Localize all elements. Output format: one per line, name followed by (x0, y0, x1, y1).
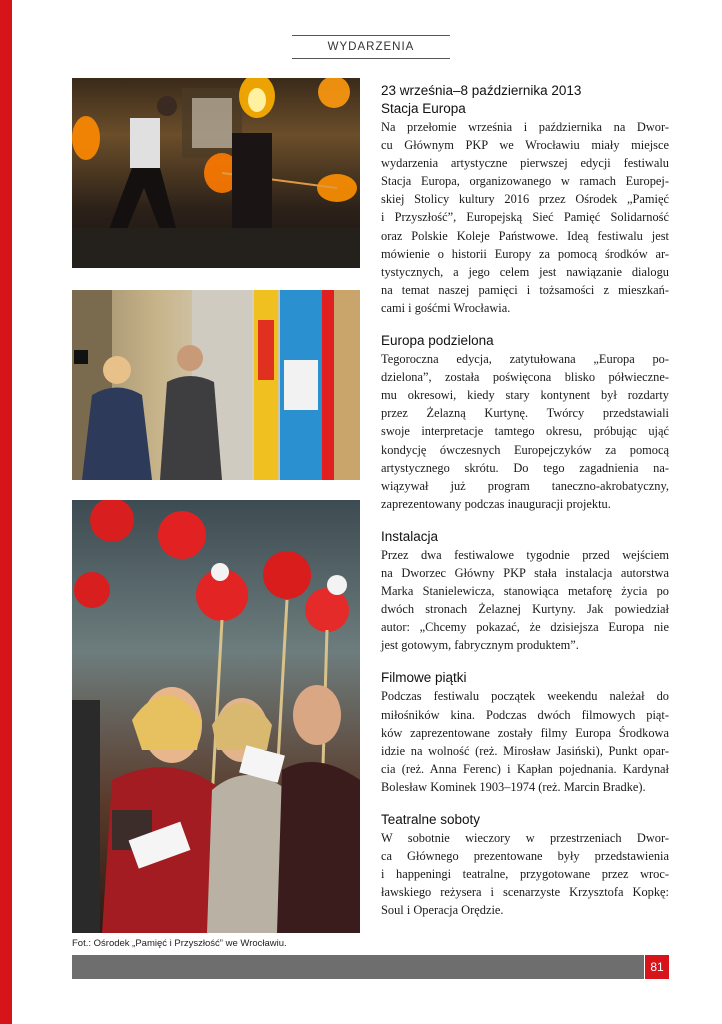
text-line: jest gotowym, fabrycznym produktem”. (381, 638, 579, 653)
text-line: ków zaprezentowane zostały filmy Europa Środkowa (381, 725, 669, 740)
section-title (381, 332, 669, 350)
title-line: Teatralne soboty (381, 812, 481, 827)
text-line: mówienie o historii Europy za pomocą środków ar- (381, 246, 669, 261)
text-line: idzie na wolność (reż. Mirosław Jasiński), Punkt opar- (381, 743, 669, 758)
title-line: Stacja Europa (381, 101, 466, 116)
section-title (381, 528, 669, 546)
section-filmowe-piatki (381, 669, 669, 796)
text-line: Soul i Operacja Orędzie. (381, 903, 504, 918)
text-line: cami i gośćmi Wrocławia. (381, 300, 511, 315)
text-line: artystycznego skrótu. Do tego zagadnienia na- (381, 460, 669, 475)
section-paragraph (381, 829, 669, 919)
text-line: Marka Stanielewicza, stanowiąca metaforę życia po (381, 584, 669, 599)
section-header: WYDARZENIA (292, 35, 450, 59)
section-teatralne-soboty (381, 811, 669, 919)
title-line: Europa podzielona (381, 333, 494, 349)
section-paragraph (381, 350, 669, 513)
text-line: Stacja Europa, organizowanego w ramach Europej- (381, 174, 669, 189)
section-title (381, 811, 669, 829)
title-line: Instalacja (381, 528, 439, 544)
text-line: ławskiego reżysera i scenarzyste Krzysztofa Kopkę: (381, 885, 669, 900)
text-line: Przez dwa festiwalowe tygodnie przed wejściem (381, 547, 669, 562)
section-paragraph (381, 546, 669, 655)
text-line: swoje interpretacje tamtego okresu, próbując ująć (381, 424, 669, 439)
section-title (381, 82, 669, 118)
text-line: mu okresowi, kiedy stary kontynent był rozdarty (381, 388, 669, 403)
article-body (381, 82, 669, 934)
text-line: W sobotnie wieczory w przestrzeniach Dwor- (381, 831, 669, 845)
text-line: Tegoroczna edycja, zatytułowana „Europa po- (381, 352, 669, 367)
text-line: Na przełomie września i października na Dwor- (381, 120, 669, 134)
text-line: tystycznych, a jego celem jest nawiązanie dialogu (381, 264, 669, 279)
text-line: dwóch stronach Żelaznej Kurtyny. Jak powiedział (381, 602, 669, 617)
photo-choir-red-flowers (72, 500, 360, 933)
section-instalacja (381, 528, 669, 655)
text-line: cu Głównym PKP we Wrocławiu miały miejsce (381, 138, 669, 153)
section-europa-podzielona (381, 332, 669, 513)
footer-bar (72, 955, 644, 979)
photo-interview-installation (72, 290, 360, 480)
text-line: Podczas festiwalu początek weekendu należał do (381, 689, 669, 704)
text-line: przez Żelazną Kurtynę. Twórcy przedstawiali (381, 406, 669, 421)
title-line: 23 września–8 października 2013 (381, 83, 582, 98)
text-line: skiej Stolicy kultury 2016 przez Ośrodek „Pamięć (381, 192, 669, 207)
section-title (381, 669, 669, 687)
text-line: ca Głównego prezentowane były przedstawienia (381, 849, 669, 864)
text-line: i happeningi teatralne, przygotowane przez wroc- (381, 867, 669, 882)
photo-fire-performance (72, 78, 360, 268)
text-line: autor: „Chcemy pokazać, że dzisiejsza Europa nie (381, 620, 669, 635)
text-line: cia (reż. Anna Ferenc) i Kapłan pojednania. Kardynał (381, 761, 669, 776)
text-line: dzielona”, została poświęcona blisko półwieczne- (381, 370, 669, 385)
text-line: miłośników kina. Podczas dwóch filmowych piąt- (381, 707, 669, 722)
photo-credit: Fot.: Ośrodek „Pamięć i Przyszłość” we Wrocławiu. (72, 938, 287, 949)
text-line: kondycję ówczesnych Europejczyków za pomocą (381, 442, 669, 457)
text-line: na temat naszej pamięci i tożsamości z mieszkań- (381, 282, 669, 297)
text-line: i Przyszłość”, Europejską Sieć Pamięć Solidarność (381, 210, 669, 225)
page-number: 81 (645, 955, 669, 979)
text-line: Bolesław Kominek 1903–1974 (reż. Marcin Bradke). (381, 779, 646, 794)
text-line: oraz Polskie Koleje Państwowe. Ideą festiwalu jest (381, 228, 669, 243)
text-line: na Dworzec Główny PKP stała instalacja autorstwa (381, 565, 669, 580)
text-line: wiązywał już program taneczno-akrobatyczny, (381, 478, 669, 493)
section-paragraph (381, 687, 669, 796)
section-stacja-europa (381, 82, 669, 317)
left-accent-bar (0, 0, 12, 1024)
text-line: wydarzenia artystyczne pierwszej edycji festiwalu (381, 156, 669, 171)
text-line: zaprezentowany podczas inauguracji projektu. (381, 496, 611, 511)
title-line: Filmowe piątki (381, 670, 467, 686)
section-paragraph (381, 118, 669, 317)
